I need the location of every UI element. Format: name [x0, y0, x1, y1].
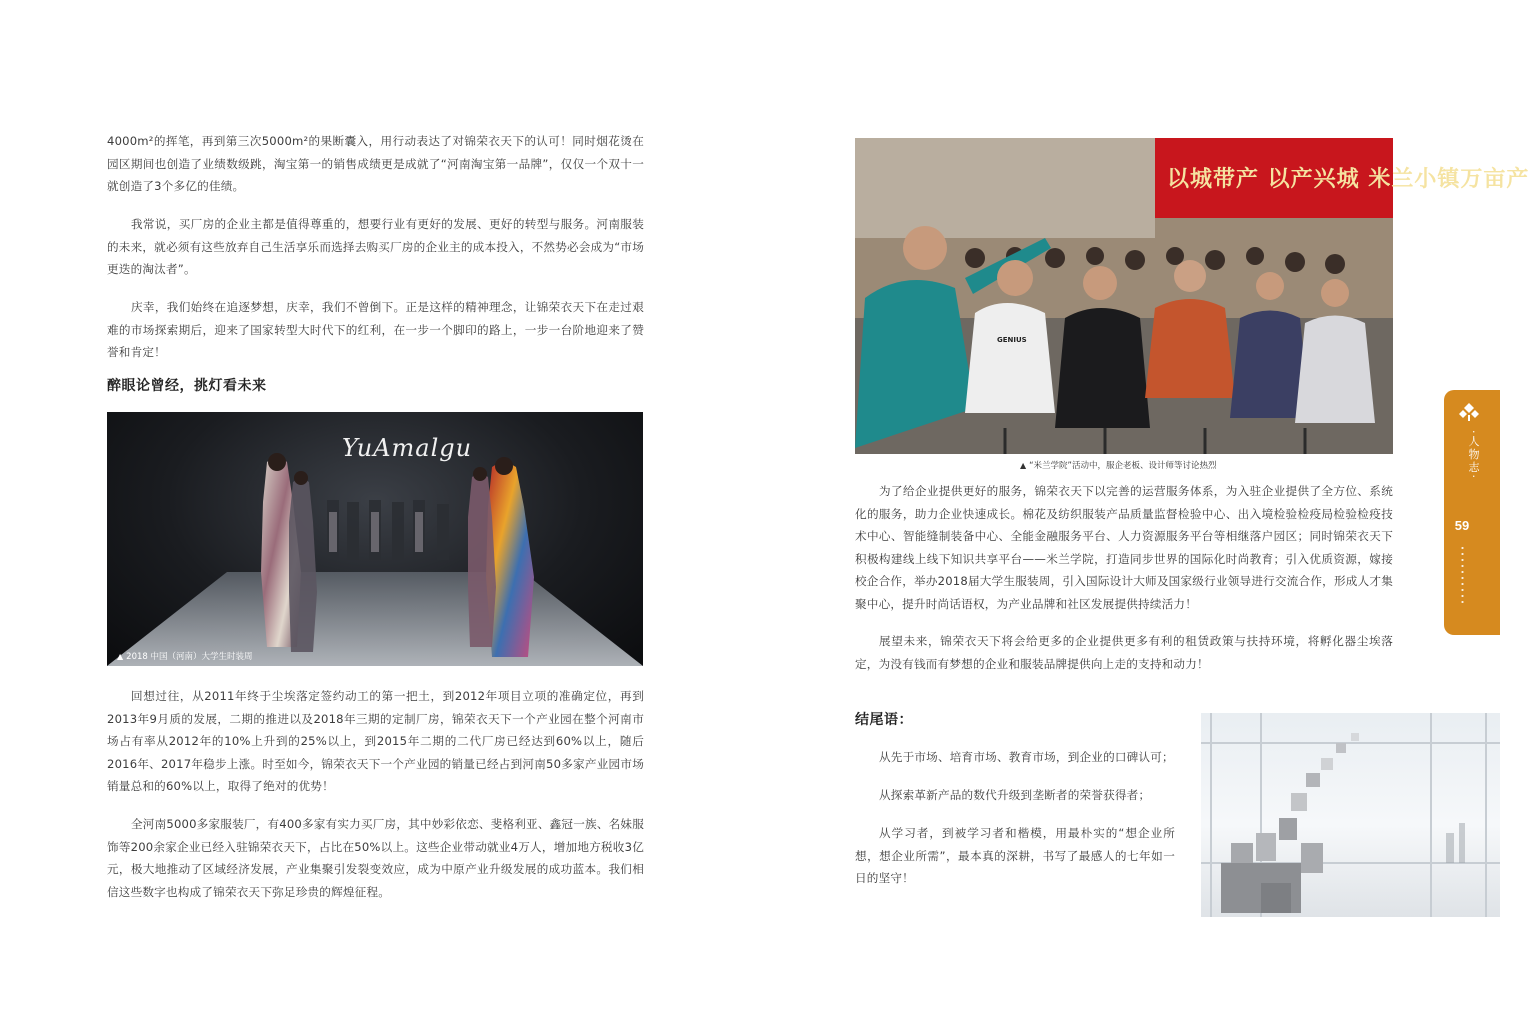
closing-line-3: 从学习者，到被学习者和楷模，用最朴实的“想企业所想，想企业所需”，最本真的深耕，书写了最感人的七年如一日的坚守！ [855, 826, 1175, 886]
chapter-side-tab [1444, 390, 1500, 635]
runway-caption: ▲ 2018 中国（河南）大学生时装周 [117, 652, 253, 662]
right-closing-heading: 结尾语： [855, 712, 913, 728]
right-service-paragraph: 为了给企业提供更好的服务，锦荣衣天下以完善的运营服务体系，为入驻企业提供了全方位、系统化的服务，助力企业快速成长。棉花及纺织服装产品质量监督检验中心、出入境检验检疫局检验检疫技术中心、智能缝制装备中心、全能金融服务平台、人力资源服务平台等相继落户园区；同时锦荣衣天下积极构建线上线下知识共享平台——米兰学院，打造同步世界的国际化时尚教育；引入优质资源，嫁接校企合作，举办2018届大学生服装周，引入国际设计大师及国家级行业领导进行交流合作，形成人才集聚中心，提升时尚话语权，为产业品牌和社区发展提供持续活力！ [855, 484, 1393, 611]
closing-line-1: 从先于市场、培育市场、教育市场，到企业的口碑认可； [879, 750, 1174, 764]
seminar-banner-text: 以城带产 以产兴城 米兰小镇万亩产 [1167, 167, 1529, 192]
seminar-photo [855, 138, 1529, 454]
left-section-heading: 醉眼论曾经，挑灯看未来 [107, 378, 267, 394]
seminar-caption: ▲ “米兰学院”活动中，服企老板、设计师等讨论热烈 [1020, 461, 1217, 471]
cube-sculpture-image [1201, 713, 1500, 917]
left-dream-paragraph: 庆幸，我们始终在追逐梦想，庆幸，我们不曾倒下。正是这样的精神理念，让锦荣衣天下在走过艰难的市场探索期后，迎来了国家转型大时代下的红利，在一步一个脚印的路上，一步一台阶地迎来了赞誉和肯定！ [107, 300, 644, 360]
left-enterprise-paragraph: 全河南5000多家服装厂，有400多家有实力买厂房，其中妙彩依恋、斐格利亚、鑫冠一族、名妹服饰等200余家企业已经入驻锦荣衣天下，占比在50%以上。这些企业带动就业4万人，增加地方税收3亿元，极大地推动了区域经济发展，产业集聚引发裂变效应，成为中原产业升级发展的成功蓝本。我们相信这些数字也构成了锦荣衣天下弥足珍贵的辉煌征程。 [107, 817, 644, 899]
page-number: 59 [1454, 518, 1470, 533]
decorative-dots [1461, 545, 1464, 603]
left-intro-paragraph: 4000m²的挥笔，再到第三次5000m²的果断囊入，用行动表达了对锦荣衣天下的认可！同时烟花烫在园区期间也创造了业绩数级跳，淘宝第一的销售成绩更是成就了“河南淘宝第一品牌”，仅仅一个双十一就创造了3个多亿的佳绩。 [107, 134, 644, 194]
closing-line-2: 从探索革新产品的数代升级到垄断者的荣誉获得者； [879, 788, 1151, 802]
right-future-paragraph: 展望未来，锦荣衣天下将会给更多的企业提供更多有利的租赁政策与扶持环境，将孵化器尘埃落定，为没有钱而有梦想的企业和服装品牌提供向上走的支持和动力！ [855, 634, 1393, 671]
left-respect-paragraph: 我常说，买厂房的企业主都是值得尊重的，想要行业有更好的发展、更好的转型与服务。河南服装的未来，就必须有这些放弃自己生活享乐而选择去购买厂房的企业主的成本投入，不然势必会成为“市场更迭的淘汰者”。 [107, 217, 644, 277]
triangle-icon: ▲ [117, 652, 124, 661]
chapter-title: ·人物志· [1467, 430, 1480, 480]
triangle-icon: ▲ [1020, 461, 1027, 470]
seminar-shirt-text: GENIUS [997, 336, 1027, 344]
runway-logo: YuAmalgu [342, 434, 473, 462]
diamond-logo-icon [1459, 402, 1479, 422]
runway-photo [107, 412, 643, 666]
left-history-paragraph: 回想过往，从2011年终于尘埃落定签约动工的第一把土，到2012年项目立项的准确定位，再到2013年9月质的发展，二期的推进以及2018年三期的定制厂房，锦荣衣天下一个产业园在整个河南市场占有率从2012年的10%上升到的25%以上，到2015年二期的二代厂房已经达到60%以上，随后2016年、2017年稳步上涨。时至如今，锦荣衣天下一个产业园的销量已经占到河南50多家产业园市场销量总和的60%以上，取得了绝对的优势！ [107, 689, 644, 794]
